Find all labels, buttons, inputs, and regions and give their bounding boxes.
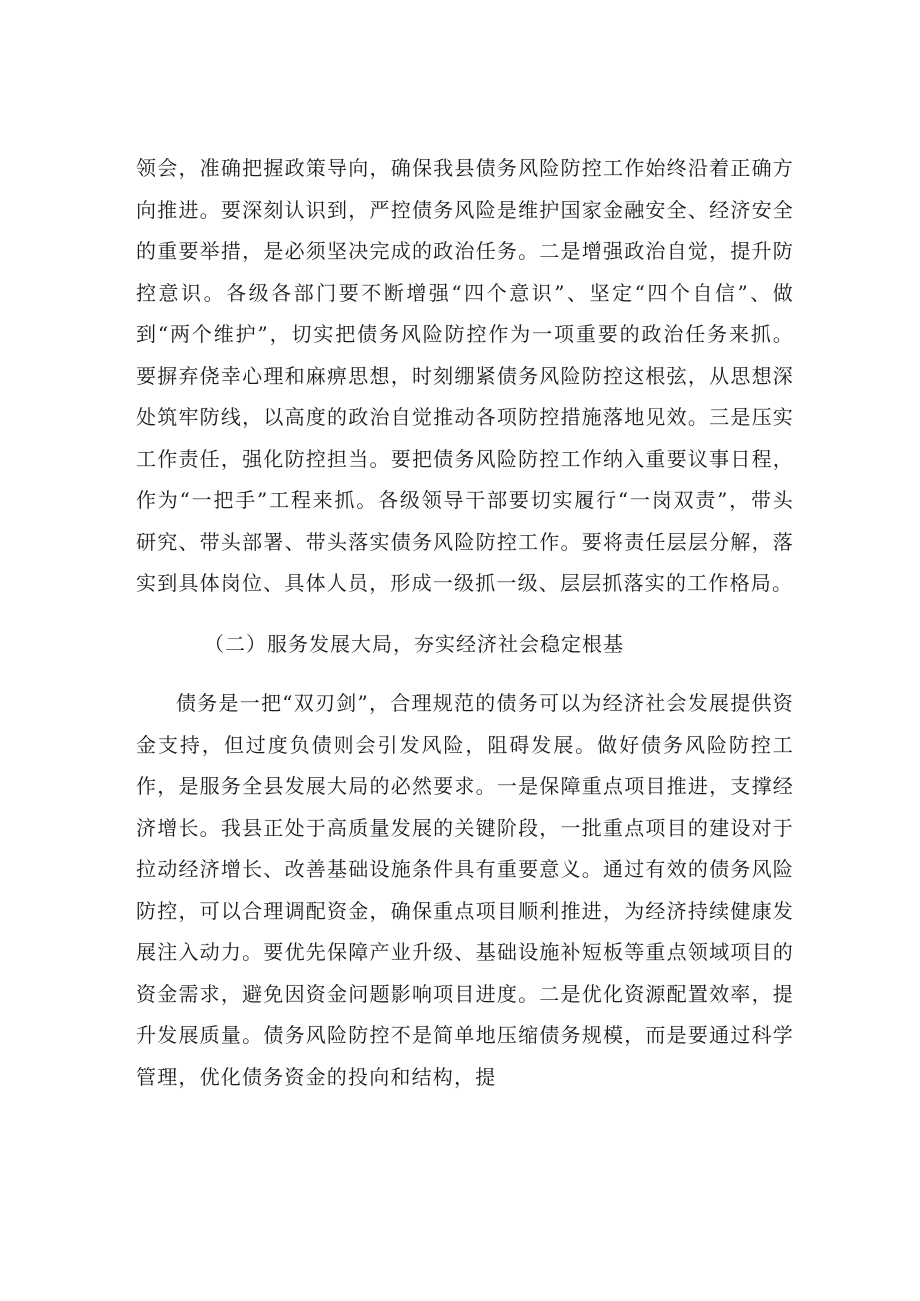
paragraph-body: 债务是一把“双刃剑”，合理规范的债务可以为经济社会发展提供资金支持，但过度负债则会引发风险，阻碍发展。做好债务风险防控工作，是服务全县发展大局的必然要求。一是保障重点项目推进，支撑经济增长。我县正处于高质量发展的关键阶段，一批重点项目的建设对于拉动经济增长、改善基础设施条件具有重要意义。通过有效的债务风险防控，可以合理调配资金，确保重点项目顺利推进，为经济持续健康发展注入动力。要优先保障产业升级、基础设施补短板等重点领域项目的资金需求，避免因资金问题影响项目进度。二是优化资源配置效率，提升发展质量。债务风险防控不是简单地压缩债务规模，而是要通过科学管理，优化债务资金的投向和结构，提 [136,691,794,1089]
document-body [136,148,794,1098]
paragraph-continued: 领会，准确把握政策导向，确保我县债务风险防控工作始终沿着正确方向推进。要深刻认识到，严控债务风险是维护国家金融安全、经济安全的重要举措，是必须坚决完成的政治任务。二是增强政治自觉，提升防控意识。各级各部门要不断增强“四个意识”、坚定“四个自信”、做到“两个维护”，切实把债务风险防控作为一项重要的政治任务来抓。要摒弃侥幸心理和麻痹思想，时刻绷紧债务风险防控这根弦，从思想深处筑牢防线，以高度的政治自觉推动各项防控措施落地见效。三是压实工作责任，强化防控担当。要把债务风险防控工作纳入重要议事日程，作为“一把手”工程来抓。各级领导干部要切实履行“一岗双责”，带头研究、带头部署、带头落实债务风险防控工作。要将责任层层分解，落实到具体岗位、具体人员，形成一级抓一级、层层抓落实的工作格局。 [136,156,794,595]
section-heading: （二）服务发展大局，夯实经济社会稳定根基 [204,631,624,656]
